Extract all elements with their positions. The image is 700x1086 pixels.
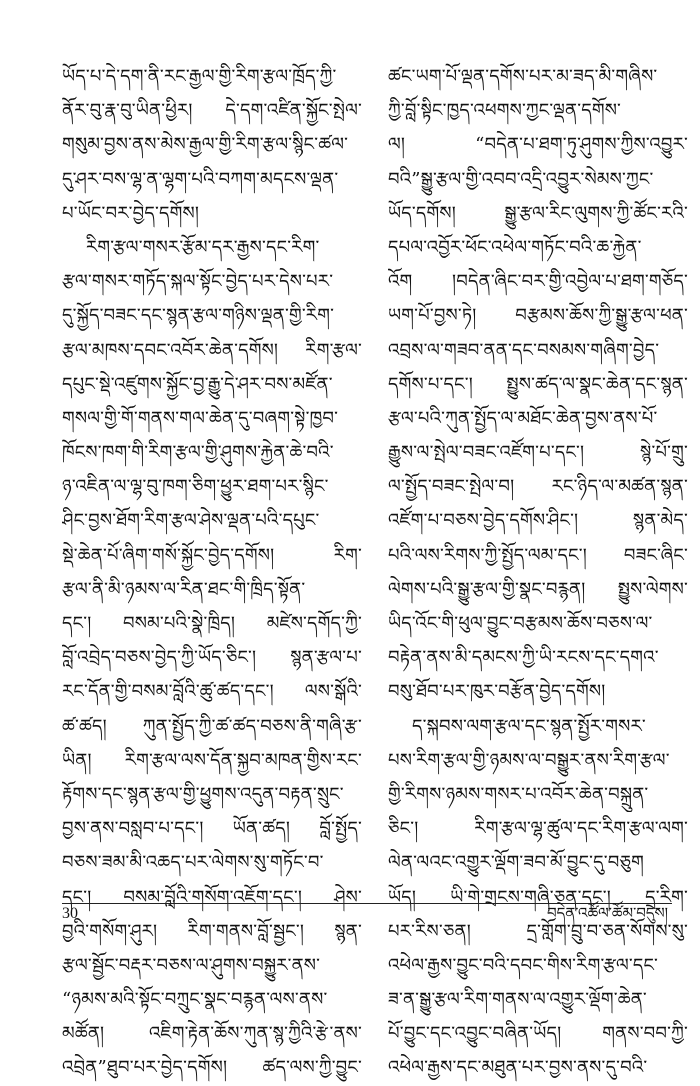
text-line: ཚ་ཚད། ཀུན་སྤྱོད་ཀྱི་ཚ་ཚད་བཅས་ནི་གཞི་རྩ་ — [62, 715, 362, 737]
text-line: འཕེལ་རྒྱས་དང་མཐུན་པར་བྱས་ནས་དུ་བའི་ — [388, 1057, 648, 1079]
text-line: རྩལ་སྦྱོང་བརྡར་བཅས་ལ་ཤུགས་བསྐྱུར་ནས་ — [62, 954, 321, 976]
text-line: ཀྱི་བློ་སྟིང་ཁྱད་འཕགས་ཀྱང་ལྡན་དགོས་ — [388, 100, 622, 122]
text-line: ལེགས་པའི་སྒྱུ་རྩལ་གྱི་སྣང་བརྙན། སྤྱུས་ལེགས་ — [388, 578, 688, 600]
text-line: པོ་བྱུང་དང་འབྱུང་བཞིན་ཡོད། གནས་བབ་ཀྱི་ — [388, 1023, 688, 1045]
text-line: གསུམ་བྱས་ནས་མེས་རྒྱལ་གྱི་རིག་རྩལ་སྙིང་ཚལ་ — [62, 134, 349, 156]
text-line: ཡོད་པ་དེ་དག་ནི་རང་རྒྱལ་གྱི་རིག་རྩལ་ཁྲོད་ཀྱི་ — [62, 66, 337, 87]
text-line: པས་རིག་རྩལ་གྱི་ཉམས་ལ་བསྒྱུར་ནས་རིག་རྩལ་ — [388, 749, 670, 771]
text-line: སྡེ་ཆེན་པོ་ཞིག་གསོ་སྐྱོང་བྱེད་དགོས། རིག་ — [62, 544, 362, 566]
text-line: ལ་སྤྱོད་བཟང་སྤེལ་བ། རང་ཉིད་ལ་མཚན་སྙན་ — [388, 476, 688, 498]
text-line: རྩལ་མཁས་དབང་འབོར་ཆེན་དགོས། རིག་རྩལ་ — [62, 339, 362, 361]
text-line: རིག་རྩལ་གསར་རྩོམ་དར་རྒྱས་དང་རིག་ — [86, 236, 320, 258]
left-column — [62, 60, 362, 1086]
text-line: “ཉམས་མའི་སྟོང་བཀྲུང་སྣང་བརྙན་ལས་ནས་ — [62, 989, 328, 1011]
text-line: ད་སྐབས་ལག་རྩལ་དང་སྙན་སྤྱོར་གསར་ — [412, 715, 646, 737]
text-line: དུ་ཤར་བས་ལྷ་ན་ལྷག་པའི་བཀག་མདངས་ལྡན་ — [62, 168, 339, 190]
text-line: ཟ་ན་སྒྱུ་རྩལ་རིག་གནས་ལ་འགྱུར་ལྡོག་ཆེན་ — [388, 989, 647, 1011]
text-line: བཅས་ཟམ་མི་འཆད་པར་ལེགས་སུ་གཏོང་བ་ — [62, 852, 324, 874]
text-line: འཕེལ་རྒྱས་བྱུང་བའི་དབང་གིས་རིག་རྩལ་དང་ — [388, 954, 659, 976]
text-line: བྱའི་གསོག་ཤུར། རིག་གནས་བློ་སྦྱང་། སྙན་ — [62, 920, 362, 942]
text-line: མཚོན། འཇིག་རྟེན་ཆོས་ཀུན་སྙ་ཀྱིའི་རྩེ་ནས་ — [62, 1023, 362, 1045]
text-line: རྩལ་གསར་གཏོད་སྐལ་སྟོང་བྱེད་པར་དེས་པར་ — [62, 271, 334, 293]
text-line: རྩལ་ནི་མི་ཉམས་ལ་རིན་ཐང་གི་ཁྲིད་སྟོན་ — [62, 578, 306, 600]
page-number: 30 — [62, 905, 78, 922]
text-line: ཤིང་བྱས་ཐོག་རིག་རྩལ་ཤེས་ལྡན་པའི་དཔུང་ — [62, 510, 320, 532]
text-line: ནོར་བུ་རྣ་བུ་ཡིན་ཕྱིར། དེ་དག་འཛིན་སྐྱོང་སྤེལ་ — [62, 100, 362, 122]
text-line: བརྟེན་ནས་མི་དམངས་ཀྱི་ཡི་རངས་དང་དགའ་ — [388, 647, 659, 669]
text-line: དགོས་པ་དང་། སྤྱུས་ཚད་ལ་སྣང་ཆེན་དང་སྙན་ — [388, 373, 688, 395]
text-line: པ་ཡོང་བར་བྱེད་དགོས། — [62, 202, 200, 224]
text-line: ཡག་པོ་བྱས་ཏེ། བརྩམས་ཆོས་ཀྱི་སྒྱུ་རྩལ་ཕན་ — [388, 305, 688, 327]
text-line: ཚང་ཡག་པོ་ལྡན་དགོས་པར་མ་ཟད་མི་གཞིས་ — [388, 66, 658, 87]
text-line: ལ། “བདེན་པ་ཐག་ཏུ་ཤུགས་ཀྱིས་འབྱུར་ — [388, 134, 688, 156]
text-line: རྒྱུས་ལ་སྤེལ་བཟང་འཛོག་པ་དང་། སྙེ་པོ་གྲུ་ — [388, 442, 688, 464]
text-line: ཡིད་འོང་གི་ཕུལ་བྱུང་བརྩམས་ཆོས་བཅས་ལ་ — [388, 613, 653, 634]
text-line: ཉ་འཇིན་ལ་ལྷ་བུ་ཁག་ཅིག་ཕྱུར་ཐག་པར་སྙིང་ — [62, 476, 329, 498]
running-title: བདེན་འཚོལ་ཚོམ་བདུས། — [547, 904, 668, 922]
text-line: འོག །བདེན་ཞིང་བར་གྱི་འབྱེལ་པ་ཐག་གཅོད་ — [388, 271, 688, 293]
text-line: བློ་འབྲེད་བཅས་བྱེད་ཀྱི་ཡོད་ཅིང་། སྙན་རྩལ་པ་ — [62, 647, 362, 669]
text-line: རྩལ་པའི་ཀུན་སྤྱོད་ལ་མཐོང་ཆེན་བྱས་ནས་པོ་ — [388, 407, 658, 429]
text-line: ཡོད་དགོས། སྒྱུ་རྩལ་རིང་ལུགས་ཀྱི་ཚོང་རའི་ — [388, 202, 688, 224]
text-line: གྱི་རིགས་ཉམས་གསར་པ་འབོར་ཆེན་བསྐྲུན་ — [388, 783, 649, 805]
text-line: བྱས་ནས་བསླབ་པ་དང་། ཡོན་ཚད། བློ་སྤྱོད་ — [62, 818, 362, 840]
text-line: དུ་སྐྱོད་བཟང་དང་སྙན་རྩལ་གཉིས་ལྡན་གྱི་རིག་ — [62, 305, 335, 327]
text-line: དང་། བསམ་པའི་སྣེ་ཁྲིད། མཛེས་དགོད་ཀྱི་ — [62, 613, 362, 634]
text-line: དཔལ་འབྱོར་ཕོང་འཕེལ་གཏོང་བའི་ཆ་རྐྱེན་ — [388, 236, 642, 258]
text-line: དང་། བསམ་བློའི་གསོག་འཇོག་དང་། ཤེས་ — [62, 886, 362, 908]
text-line: པར་རིས་ཅན། དྲ་གློག་བྲུ་བ་ཅན་སོགས་སུ་ — [388, 920, 688, 942]
text-line: རང་དོན་གྱི་བསམ་བློའི་ཚུ་ཚད་དང་། ལས་སྒོའི་ — [62, 681, 362, 703]
text-line: པའི་ལས་རིགས་ཀྱི་སྤྱོད་ལམ་དང་། བཟང་ཞིང་ — [388, 544, 688, 566]
text-line: ཅིང་། རིག་རྩལ་ལྷ་ཚུལ་དང་རིག་རྩལ་ལག་ — [388, 818, 688, 840]
text-line: བའི”སྒྱུ་རྩལ་གྱི་འབབ་འདྲི་འབྱུར་སེམས་ཀྱང་ — [388, 168, 654, 190]
text-line: འབྲས་ལ་གཟབ་ནན་དང་བསམས་གཞིག་བྱེད་ — [388, 339, 660, 361]
text-line: འབྲེན”ཐུབ་པར་བྱེད་དགོས། ཚད་ལས་ཀྱི་བྱུང་ — [62, 1057, 362, 1079]
text-line: རྟོགས་དང་སྙན་རྩལ་གྱི་ཕྱུགས་འདུན་བརྟན་སྲུང་ — [62, 783, 344, 805]
text-line: དཔུང་སྡེ་འཛུགས་སྐྱོང་བྱ་རྒྱུ་དེ་ཤར་བས་མཛོན་ — [62, 373, 333, 395]
text-line: གསལ་གྱི་གོ་གནས་གལ་ཆེན་དུ་བཞག་སྟེ་ཁྱབ་ — [62, 407, 339, 429]
right-column — [388, 60, 688, 1086]
text-line: ལེན་ལའང་འགྱུར་ལྡོག་ཟབ་མོ་བྱུང་དུ་བཅུག — [388, 852, 645, 874]
text-line: ཡོད། ཡི་གེ་གྲངས་གཞི་ཅན་དང་། དྲ་རིག་ — [388, 886, 688, 908]
text-line: བསུ་ཐོབ་པར་ཁུར་བརྩོན་བྱེད་དགོས། — [388, 681, 606, 703]
text-line: ཁོངས་ཁག་གི་རིག་རྩལ་གྱི་ཤུགས་རྐྱེན་ཆེ་བའི་ — [62, 442, 334, 464]
text-line: ཡིན། རིག་རྩལ་ལས་དོན་སྐྱབ་མཁན་གྱིས་རང་ — [62, 749, 362, 771]
text-line: འཛོག་པ་བཅས་བྱེད་དགོས་ཤིང་། སྙན་མེད་ — [388, 510, 688, 532]
